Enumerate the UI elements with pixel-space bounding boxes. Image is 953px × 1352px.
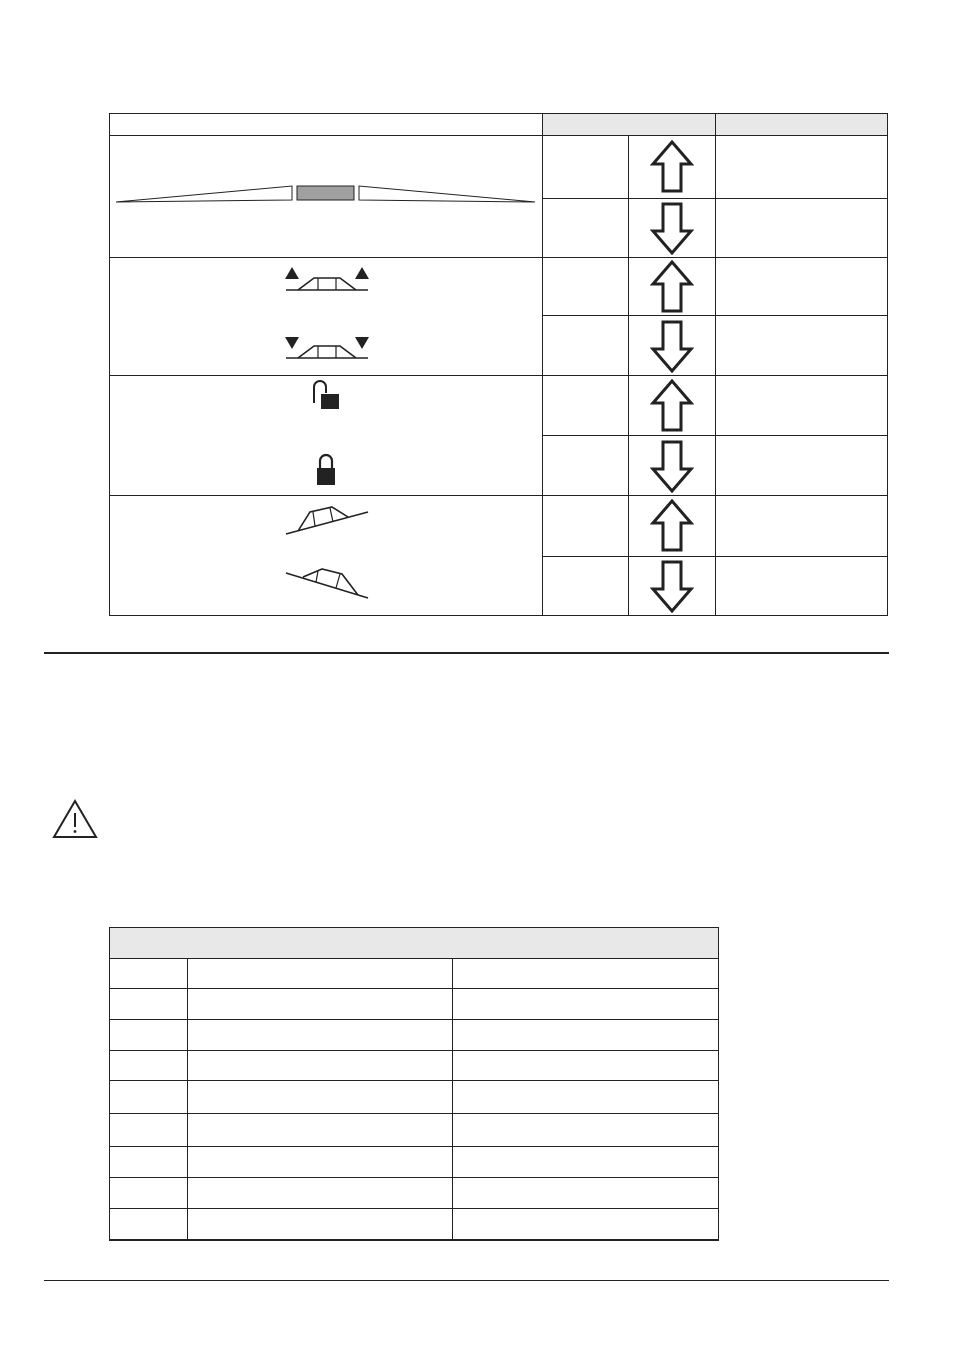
- footer-rule: [44, 1280, 889, 1281]
- row-label: [543, 556, 629, 615]
- arrow-cell: [629, 436, 716, 496]
- row-result: [716, 496, 888, 557]
- row-label: [543, 316, 629, 376]
- table-row: [110, 258, 888, 316]
- table-cell: [188, 959, 453, 989]
- section-divider: [44, 652, 889, 654]
- table-row: [110, 136, 888, 199]
- bottom-table: [109, 927, 719, 1241]
- table-cell: [453, 1020, 719, 1051]
- table-cell: [188, 1147, 453, 1178]
- table-cell: [110, 1081, 188, 1114]
- table-cell: [188, 989, 453, 1020]
- table-cell: [188, 1051, 453, 1081]
- header-action: [543, 114, 716, 136]
- table-row: [110, 1147, 719, 1178]
- arrow-up-icon: [650, 260, 694, 314]
- arrow-cell: [629, 316, 716, 376]
- warning-triangle-icon: [51, 798, 99, 840]
- row-label: [543, 258, 629, 316]
- row-label: [543, 376, 629, 436]
- padlock-closed-icon: [317, 455, 335, 485]
- table-cell: [453, 1114, 719, 1147]
- table-cell: [110, 989, 188, 1020]
- row-label: [543, 136, 629, 199]
- arrow-cell: [629, 258, 716, 316]
- table-row: [110, 1178, 719, 1209]
- arrow-cell: [629, 376, 716, 436]
- row-result: [716, 316, 888, 376]
- table-row: [110, 959, 719, 989]
- table-row: [110, 1051, 719, 1081]
- table-cell: [453, 959, 719, 989]
- arrow-cell: [629, 556, 716, 615]
- tilt-left-icon: [286, 507, 368, 534]
- padlock-open-icon: [314, 381, 339, 409]
- table-cell: [188, 1178, 453, 1209]
- table-row: [110, 496, 888, 557]
- bottom-table-header: [110, 928, 719, 959]
- table-cell: [188, 1209, 453, 1240]
- arrow-down-icon: [650, 439, 694, 493]
- header-function: [110, 114, 543, 136]
- table-row: [110, 1020, 719, 1051]
- control-table-header: [110, 114, 888, 136]
- table-cell: [110, 1178, 188, 1209]
- arrow-down-icon: [650, 559, 694, 613]
- table-row: [110, 376, 888, 436]
- table-cell: [110, 1147, 188, 1178]
- bottom-table-title: [110, 928, 719, 959]
- table-cell: [110, 959, 188, 989]
- table-row: [110, 1209, 719, 1240]
- table-cell: [188, 1114, 453, 1147]
- table-cell: [188, 1081, 453, 1114]
- row-result: [716, 436, 888, 496]
- function-cell-boom: [110, 136, 543, 258]
- table-cell: [453, 1178, 719, 1209]
- raise-triangles-icon: [285, 267, 369, 290]
- arrow-up-icon: [650, 499, 694, 553]
- boom-bar-icon: [110, 136, 543, 254]
- arrow-up-icon: [650, 140, 694, 194]
- function-cell-tilt: [110, 496, 543, 616]
- table-cell: [110, 1209, 188, 1240]
- arrow-down-icon: [650, 201, 694, 255]
- control-table: [109, 113, 888, 616]
- lower-triangles-icon: [285, 337, 369, 358]
- table-cell: [453, 1147, 719, 1178]
- tilt-right-icon: [286, 569, 368, 598]
- header-result: [716, 114, 888, 136]
- row-label: [543, 436, 629, 496]
- table-cell: [110, 1020, 188, 1051]
- table-cell: [453, 1081, 719, 1114]
- row-label: [543, 496, 629, 557]
- arrow-cell: [629, 496, 716, 557]
- row-result: [716, 376, 888, 436]
- arrow-cell: [629, 199, 716, 258]
- table-cell: [453, 989, 719, 1020]
- arrow-cell: [629, 136, 716, 199]
- arrow-down-icon: [650, 319, 694, 373]
- row-result: [716, 556, 888, 615]
- table-row: [110, 989, 719, 1020]
- table-cell: [453, 1051, 719, 1081]
- row-result: [716, 136, 888, 199]
- row-label: [543, 199, 629, 258]
- function-cell-raise-lower: [110, 258, 543, 376]
- row-result: [716, 258, 888, 316]
- row-result: [716, 199, 888, 258]
- table-cell: [110, 1051, 188, 1081]
- arrow-up-icon: [650, 379, 694, 433]
- table-cell: [110, 1114, 188, 1147]
- function-cell-lock: [110, 376, 543, 496]
- table-row: [110, 1114, 719, 1147]
- table-row: [110, 1081, 719, 1114]
- table-cell: [453, 1209, 719, 1240]
- table-cell: [188, 1020, 453, 1051]
